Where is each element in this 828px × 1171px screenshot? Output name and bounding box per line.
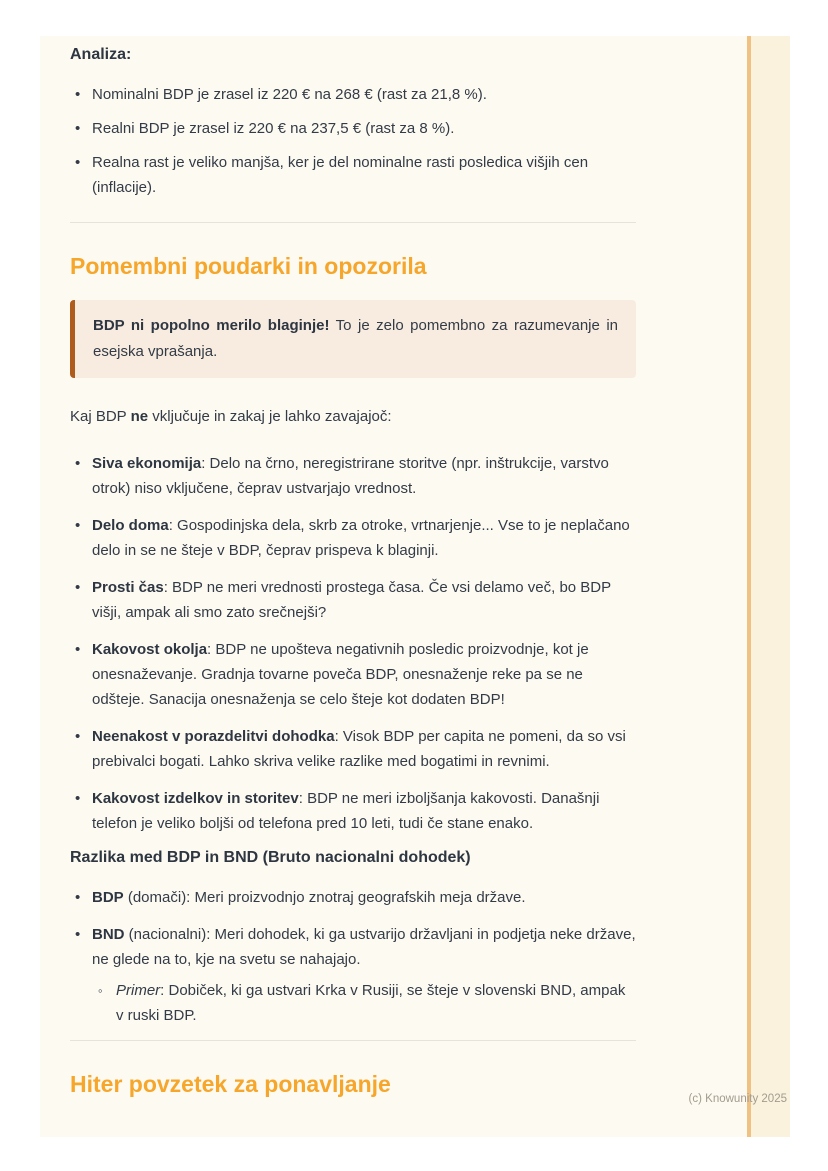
bullet-term: Kakovost izdelkov in storitev bbox=[92, 790, 299, 807]
list-item bbox=[70, 451, 636, 501]
list-item bbox=[70, 885, 636, 910]
sub-bullet-italic: Primer bbox=[116, 982, 161, 999]
callout-rest-text: To je zelo pomembno za razumevanje in esejska vprašanja. bbox=[93, 317, 618, 360]
bullet-text: : BDP ne meri vrednosti prostega časa. Če vsi delamo več, bo BDP višji, ampak ali smo zato srečnejši? bbox=[92, 579, 611, 621]
side-accent-line bbox=[747, 36, 751, 1137]
intro-pre: Kaj BDP bbox=[70, 408, 131, 425]
side-strip bbox=[751, 36, 790, 1137]
bullet-text: (nacionalni): Meri dohodek, ki ga ustvarijo državljani in podjetja neke države, ne glede na to, kje na svetu se nahajajo. bbox=[92, 926, 636, 968]
divider bbox=[70, 222, 636, 223]
highlights-list bbox=[70, 451, 636, 836]
bullet-term: Kakovost okolja bbox=[92, 641, 208, 658]
sub-list bbox=[92, 978, 636, 1028]
list-item bbox=[70, 786, 636, 836]
list-item bbox=[70, 575, 636, 625]
content-column bbox=[70, 45, 636, 1118]
bullet-term: BND bbox=[92, 926, 125, 943]
bullet-text: : Delo na črno, neregistrirane storitve (npr. inštrukcije, varstvo otrok) niso vključene, čeprav ustvarjajo vrednost. bbox=[92, 455, 609, 497]
bullet-term: BDP bbox=[92, 889, 124, 906]
sub-bullet-text: : Dobiček, ki ga ustvari Krka v Rusiji, se šteje v slovenski BND, ampak v ruski BDP. bbox=[116, 982, 626, 1024]
callout-box bbox=[70, 300, 636, 378]
pdf-page-card bbox=[40, 36, 790, 1137]
list-item bbox=[70, 82, 636, 107]
bullet-text: : BDP ne meri izboljšanja kakovosti. Današnji telefon je veliko boljši od telefona pred 10 leti, tudi če stane enako. bbox=[92, 790, 600, 832]
bullet-text: Realni BDP je zrasel iz 220 € na 237,5 € (rast za 8 %). bbox=[92, 120, 455, 137]
intro-line bbox=[70, 404, 636, 429]
bullet-term: Delo doma bbox=[92, 517, 169, 534]
intro-bold: ne bbox=[130, 408, 149, 425]
list-item bbox=[70, 150, 636, 200]
bullet-text: Realna rast je veliko manjša, ker je del nominalne rasti posledica višjih cen (inflacije). bbox=[92, 154, 589, 196]
bullet-text: Nominalni BDP je zrasel iz 220 € na 268 € (rast za 21,8 %). bbox=[92, 86, 487, 103]
callout-bold-text: BDP ni popolno merilo blaginje! bbox=[93, 317, 330, 334]
list-item bbox=[70, 637, 636, 712]
section-heading-summary: Hiter povzetek za ponavljanje bbox=[70, 1071, 391, 1097]
list-item bbox=[70, 724, 636, 774]
list-item bbox=[70, 922, 636, 1028]
bnd-list bbox=[70, 885, 636, 1028]
bullet-term: Siva ekonomija bbox=[92, 455, 202, 472]
bullet-text: : BDP ne upošteva negativnih posledic proizvodnje, kot je onesnaževanje. Gradnja tovarne poveča BDP, onesnaženje reke pa se ne odšteje. Sanacija onesnaženja se celo šteje kot dodaten BDP! bbox=[92, 641, 589, 708]
analysis-title: Analiza: bbox=[70, 46, 132, 63]
list-item bbox=[70, 116, 636, 141]
bullet-text: : Gospodinjska dela, skrb za otroke, vrtnarjenje... Vse to je neplačano delo in se ne šteje v BDP, čeprav prispeva k blaginji. bbox=[92, 517, 630, 559]
watermark: (c) Knowunity 2025 bbox=[688, 1093, 787, 1105]
bullet-term: Neenakost v porazdelitvi dohodka bbox=[92, 728, 335, 745]
bullet-text: : Visok BDP per capita ne pomeni, da so vsi prebivalci bogati. Lahko skriva velike razlike med bogatimi in revnimi. bbox=[92, 728, 626, 770]
bullet-text: (domači): Meri proizvodnjo znotraj geografskih meja države. bbox=[123, 889, 526, 906]
analysis-list bbox=[70, 82, 636, 200]
divider bbox=[70, 1040, 636, 1041]
section-heading-highlights: Pomembni poudarki in opozorila bbox=[70, 253, 427, 279]
intro-post: vključuje in zakaj je lahko zavajajoč: bbox=[148, 408, 392, 425]
subheading-bdp-bnd: Razlika med BDP in BND (Bruto nacionalni dohodek) bbox=[70, 849, 471, 866]
bullet-term: Prosti čas bbox=[92, 579, 164, 596]
sub-list-item bbox=[92, 978, 636, 1028]
list-item bbox=[70, 513, 636, 563]
